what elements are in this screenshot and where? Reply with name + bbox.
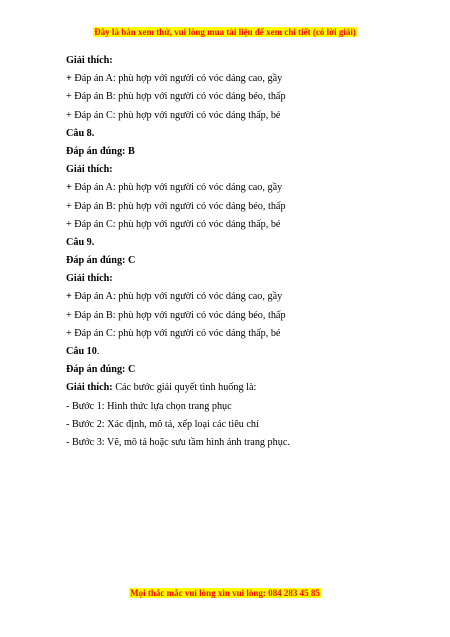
text-line [66, 179, 406, 197]
text-line-bold: Câu 9. [66, 236, 95, 248]
text-line [66, 70, 406, 88]
text-line [66, 252, 406, 270]
text-line-regular: - Bước 1: Hình thức lựa chọn trang phục [66, 400, 232, 412]
text-line-regular: Đáp án A: phù hợp với người có vóc dáng cao, gầy [71, 182, 283, 194]
text-line [66, 434, 406, 452]
contact-notice-text: Mọi thắc mắc vui lòng xin vui lòng: 084 283 45 85 [130, 588, 320, 598]
text-line-bold: Đáp án đúng: B [66, 145, 135, 157]
text-line [66, 343, 406, 361]
document-body [66, 52, 406, 452]
text-line-bold: Giải thích: [66, 164, 113, 176]
text-line-regular: + Đáp án C: phù hợp với người có vóc dáng thấp, bé [66, 109, 281, 121]
text-line-bold: + [66, 291, 72, 303]
text-line [66, 307, 406, 325]
text-line [66, 398, 406, 416]
preview-notice [0, 27, 450, 37]
text-line-regular: - Bước 2: Xác định, mô tả, xếp loại các tiêu chí [66, 418, 259, 430]
text-line [66, 161, 406, 179]
text-line-regular: + Đáp án B: phù hợp với người có vóc dáng béo, thấp [66, 200, 286, 212]
text-line [66, 325, 406, 343]
text-line [66, 234, 406, 252]
text-line [66, 52, 406, 70]
text-line-bold: + [66, 182, 72, 194]
text-line [66, 270, 406, 288]
text-line-regular: . [96, 346, 100, 357]
text-line-bold: Đáp án đúng: C [66, 364, 136, 376]
text-line [66, 88, 406, 106]
text-line-regular: Đáp án A: phù hợp với người có vóc dáng cao, gầy [71, 73, 283, 85]
text-line-regular: - Bước 3: Vẽ, mô tả hoặc sưu tầm hình ảnh trang phục. [66, 436, 290, 448]
text-line [66, 416, 406, 434]
text-line-regular: Các bước giải quyết tình huống là: [112, 382, 257, 394]
text-line-regular: + Đáp án B: phù hợp với người có vóc dáng béo, thấp [66, 309, 286, 321]
text-line-bold: Giải thích: [66, 273, 113, 285]
text-line [66, 107, 406, 125]
text-line-bold: Đáp án đúng: C [66, 255, 136, 267]
text-line [66, 143, 406, 161]
contact-notice [0, 588, 450, 598]
text-line [66, 288, 406, 306]
text-line-regular: + Đáp án C: phù hợp với người có vóc dáng thấp, bé [66, 327, 281, 339]
text-line [66, 198, 406, 216]
text-line [66, 379, 406, 397]
preview-notice-text: Đây là bản xem thử, vui lòng mua tài liệu để xem chi tiết (có lời giải) [94, 27, 356, 37]
text-line [66, 216, 406, 234]
text-line-regular: + Đáp án C: phù hợp với người có vóc dáng thấp, bé [66, 218, 281, 230]
text-line-regular: + Đáp án B: phù hợp với người có vóc dáng béo, thấp [66, 91, 286, 103]
text-line-bold: Giải thích: [66, 382, 113, 394]
text-line [66, 125, 406, 143]
text-line-bold: Câu 8. [66, 127, 95, 139]
text-line-regular: Đáp án A: phù hợp với người có vóc dáng cao, gầy [71, 291, 283, 303]
text-line-bold: Giải thích: [66, 55, 113, 66]
text-line-bold: Câu 10 [66, 346, 97, 357]
text-line [66, 361, 406, 379]
text-line-bold: + [66, 73, 72, 85]
